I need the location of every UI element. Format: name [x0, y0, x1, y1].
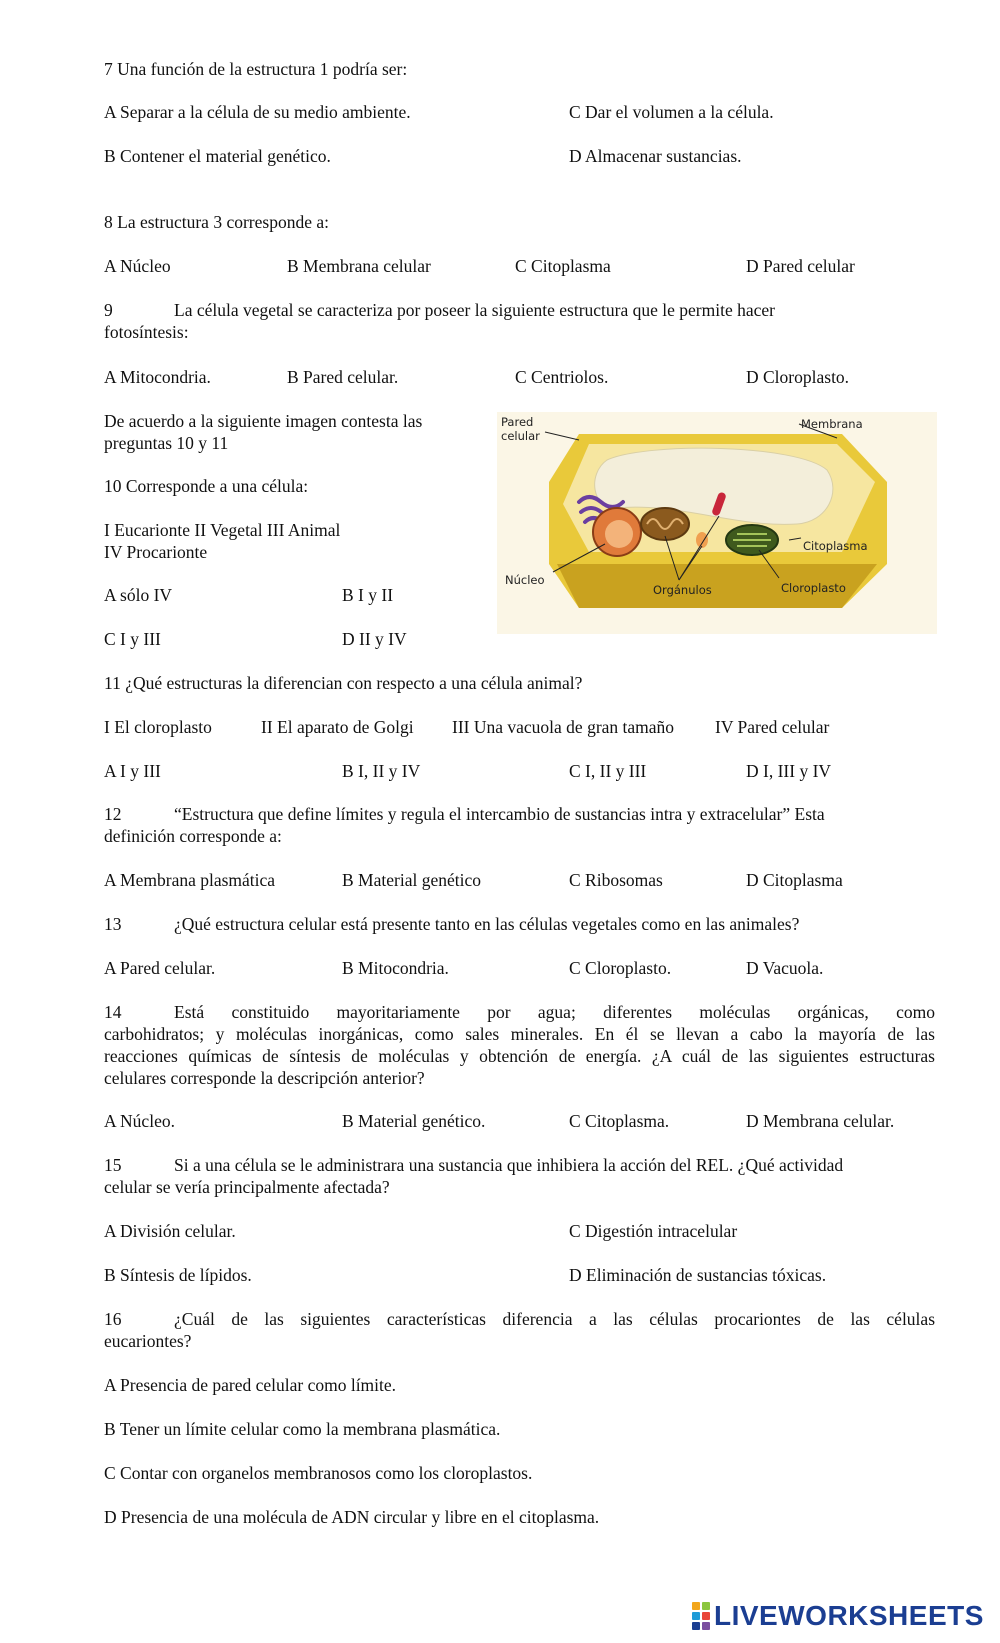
q11-item-4: IV Pared celular [715, 717, 830, 737]
label-nucleo: Núcleo [505, 573, 545, 587]
label-celular: celular [501, 429, 540, 443]
q14-stem-text1: Está constituido mayoritariamente por agua; diferentes moléculas orgánicas, como [174, 1002, 935, 1022]
label-organulos: Orgánulos [653, 583, 712, 597]
q9-stem-text: La célula vegetal se caracteriza por poseer la siguiente estructura que le permite hacer [174, 300, 775, 320]
q14-number: 14 [104, 1002, 122, 1022]
label-membrana: Membrana [801, 417, 863, 431]
q7-option-a[interactable]: A Separar a la célula de su medio ambiente. [104, 102, 411, 122]
q14-option-b[interactable]: B Material genético. [342, 1111, 486, 1131]
q11-option-b[interactable]: B I, II y IV [342, 761, 421, 781]
q10-items-line1: I Eucarionte II Vegetal III Animal [104, 520, 341, 540]
intro-line1: De acuerdo a la siguiente imagen contesta las [104, 411, 423, 431]
q9-option-b[interactable]: B Pared celular. [287, 367, 399, 387]
q14-line2: carbohidratos; y moléculas inorgánicas, como sales minerales. En él se llevan a cabo la mayoría de las [104, 1024, 935, 1044]
q12-option-c[interactable]: C Ribosomas [569, 870, 663, 890]
q13-stem-text: ¿Qué estructura celular está presente tanto en las células vegetales como en las animales? [174, 914, 800, 934]
q14-line4: celulares corresponde la descripción anterior? [104, 1068, 425, 1088]
label-cloroplasto: Cloroplasto [781, 581, 846, 595]
q9-option-c[interactable]: C Centriolos. [515, 367, 609, 387]
q10-option-d[interactable]: D II y IV [342, 629, 407, 649]
q10-items-line2: IV Procarionte [104, 542, 208, 562]
q11-option-d[interactable]: D I, III y IV [746, 761, 832, 781]
q9-option-a[interactable]: A Mitocondria. [104, 367, 211, 387]
q16-line2: eucariontes? [104, 1331, 192, 1351]
q8-option-a[interactable]: A Núcleo [104, 256, 171, 276]
q12-option-d[interactable]: D Citoplasma [746, 870, 843, 890]
q7-options-row1 [104, 101, 964, 125]
organelle-small [696, 532, 708, 548]
nucleolus [605, 520, 633, 548]
q15-stem-line2: celular se vería principalmente afectada? [104, 1177, 390, 1197]
q8-option-b[interactable]: B Membrana celular [287, 256, 431, 276]
q11-items [104, 716, 964, 740]
q13-options [104, 957, 964, 981]
q11-item-3: III Una vacuola de gran tamaño [452, 717, 675, 737]
logo-square-4 [702, 1612, 710, 1620]
q14-option-c[interactable]: C Citoplasma. [569, 1111, 670, 1131]
q11-stem: 11 ¿Qué estructuras la diferencian con respecto a una célula animal? [104, 673, 583, 693]
q8-option-c[interactable]: C Citoplasma [515, 256, 611, 276]
logo-square-1 [692, 1602, 700, 1610]
intro-line2: preguntas 10 y 11 [104, 433, 229, 453]
q10-option-a[interactable]: A sólo IV [104, 585, 173, 605]
q10-option-c[interactable]: C I y III [104, 629, 161, 649]
q7-options-row2 [104, 145, 964, 169]
logo-mark-icon [692, 1602, 710, 1630]
q12-option-a[interactable]: A Membrana plasmática [104, 870, 276, 890]
q15-options-row1 [104, 1220, 964, 1244]
q14-option-a[interactable]: A Núcleo. [104, 1111, 175, 1131]
q7-stem: 7 Una función de la estructura 1 podría ser: [104, 59, 408, 79]
q9-stem-line1 [104, 299, 775, 321]
q11-item-2: II El aparato de Golgi [261, 717, 414, 737]
q14-line3: reacciones químicas de síntesis de moléculas y obtención de energía. ¿A cuál de las siguientes estructuras [104, 1046, 935, 1066]
q12-options [104, 869, 964, 893]
liveworksheets-logo[interactable] [692, 1600, 984, 1632]
q11-option-c[interactable]: C I, II y III [569, 761, 647, 781]
q14-option-d[interactable]: D Membrana celular. [746, 1111, 895, 1131]
q7-option-d[interactable]: D Almacenar sustancias. [569, 146, 742, 166]
q10-options-row2 [104, 628, 964, 652]
q13-option-a[interactable]: A Pared celular. [104, 958, 216, 978]
q14-options [104, 1110, 964, 1134]
q10-options-row1 [104, 584, 964, 608]
label-citoplasma: Citoplasma [803, 539, 868, 553]
logo-square-6 [702, 1622, 710, 1630]
q15-stem-line1 [104, 1154, 843, 1176]
q15-option-c[interactable]: C Digestión intracelular [569, 1221, 738, 1241]
q15-stem-text: Si a una célula se le administrara una sustancia que inhibiera la acción del REL. ¿Qué actividad [174, 1155, 844, 1175]
logo-wordmark: LIVEWORKSHEETS [714, 1600, 984, 1631]
q7-option-c[interactable]: C Dar el volumen a la célula. [569, 102, 774, 122]
q14-stem [104, 1001, 935, 1089]
logo-square-3 [692, 1612, 700, 1620]
q16-option-c[interactable]: C Contar con organelos membranosos como los cloroplastos. [104, 1463, 533, 1483]
q8-option-d[interactable]: D Pared celular [746, 256, 855, 276]
q9-options [104, 366, 964, 390]
q16-stem [104, 1308, 935, 1352]
q12-option-b[interactable]: B Material genético [342, 870, 481, 890]
label-pared: Pared [501, 415, 534, 429]
q9-stem-line2: fotosíntesis: [104, 322, 189, 342]
q12-number: 12 [104, 804, 122, 824]
q16-option-d[interactable]: D Presencia de una molécula de ADN circular y libre en el citoplasma. [104, 1507, 600, 1527]
logo-square-5 [692, 1622, 700, 1630]
mitochondrion [641, 508, 689, 540]
q16-option-b[interactable]: B Tener un límite celular como la membrana plasmática. [104, 1419, 501, 1439]
q10-stem: 10 Corresponde a una célula: [104, 476, 309, 496]
q8-options [104, 255, 964, 279]
q16-number: 16 [104, 1309, 122, 1329]
logo-square-2 [702, 1602, 710, 1610]
q11-item-1: I El cloroplasto [104, 717, 212, 737]
q16-stem-text: ¿Cuál de las siguientes características diferencia a las células procariontes de las células [174, 1309, 935, 1329]
q15-option-b[interactable]: B Síntesis de lípidos. [104, 1265, 252, 1285]
q9-option-d[interactable]: D Cloroplasto. [746, 367, 850, 387]
q13-number: 13 [104, 914, 122, 934]
q12-stem-line1 [104, 803, 825, 825]
q9-number: 9 [104, 300, 113, 320]
q14-line1 [104, 1001, 935, 1023]
q15-options-row2 [104, 1264, 964, 1288]
q12-stem-text: “Estructura que define límites y regula el intercambio de sustancias intra y extracelular” Esta [174, 804, 825, 824]
q16-line1 [104, 1308, 935, 1330]
q7-option-b[interactable]: B Contener el material genético. [104, 146, 331, 166]
q13-option-b[interactable]: B Mitocondria. [342, 958, 449, 978]
q13-option-c[interactable]: C Cloroplasto. [569, 958, 672, 978]
q13-option-d[interactable]: D Vacuola. [746, 958, 824, 978]
q8-stem: 8 La estructura 3 corresponde a: [104, 212, 329, 232]
q15-number: 15 [104, 1155, 122, 1175]
q13-stem [104, 913, 799, 935]
q15-option-d[interactable]: D Eliminación de sustancias tóxicas. [569, 1265, 827, 1285]
q11-options [104, 760, 964, 784]
q15-option-a[interactable]: A División celular. [104, 1221, 236, 1241]
q12-stem-line2: definición corresponde a: [104, 826, 282, 846]
q16-option-a[interactable]: A Presencia de pared celular como límite. [104, 1375, 397, 1395]
q11-option-a[interactable]: A I y III [104, 761, 161, 781]
q10-option-b[interactable]: B I y II [342, 585, 394, 605]
